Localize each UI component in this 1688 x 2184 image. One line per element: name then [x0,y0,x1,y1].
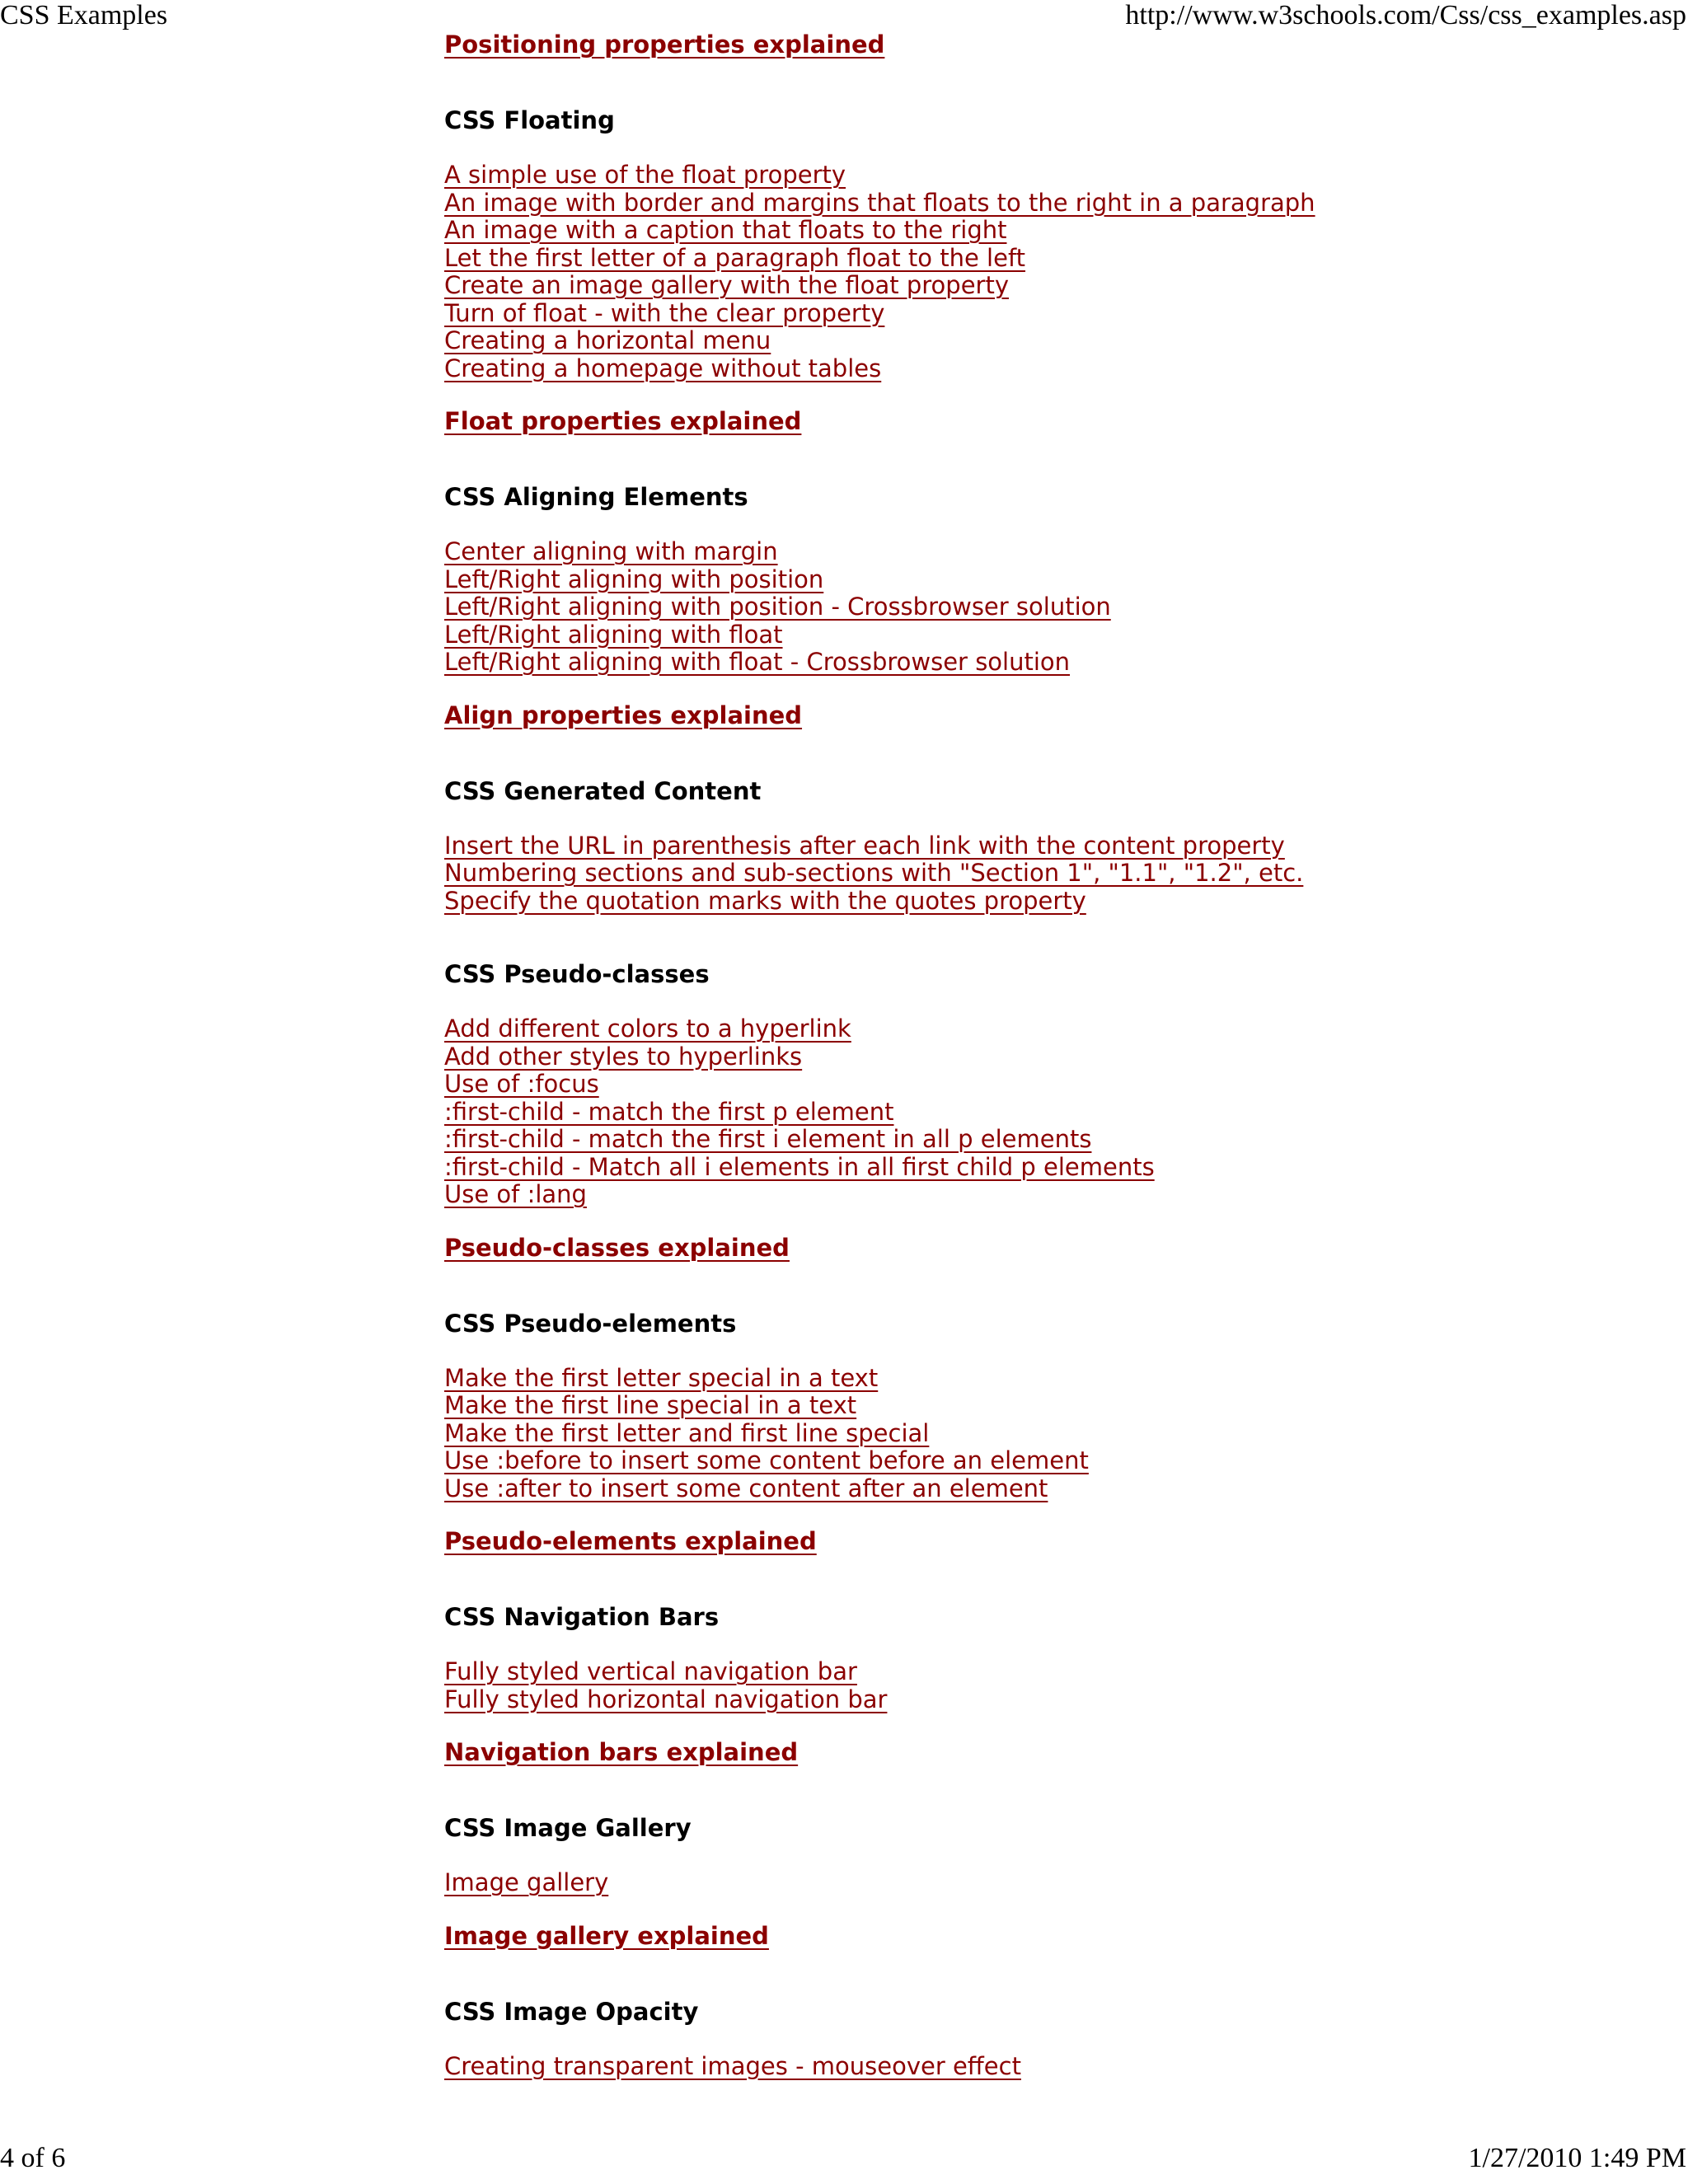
example-link[interactable]: :first-child - match the first p element [444,1097,894,1126]
example-link[interactable]: An image with a caption that floats to the right [444,216,1007,244]
example-link[interactable]: Numbering sections and sub-sections with "Section 1", "1.1", "1.2", etc. [444,859,1304,887]
section-heading: CSS Aligning Elements [444,483,748,511]
example-link[interactable]: Add different colors to a hyperlink [444,1015,851,1043]
example-link[interactable]: Use :before to insert some content before an element [444,1446,1089,1474]
section-heading: CSS Image Opacity [444,1997,699,2026]
example-link[interactable]: Use of :lang [444,1180,587,1208]
section-heading: CSS Image Gallery [444,1814,692,1842]
section-heading: CSS Generated Content [444,776,762,805]
example-link[interactable]: Left/Right aligning with position - Crossbrowser solution [444,593,1111,621]
example-link[interactable]: Center aligning with margin [444,537,778,565]
section-heading: CSS Pseudo-elements [444,1309,737,1338]
section [444,1601,1681,1769]
example-link[interactable]: A simple use of the float property [444,161,846,189]
content-inner [444,28,1681,2080]
example-link[interactable]: Left/Right aligning with float [444,620,783,649]
example-link[interactable]: Image gallery [444,1868,609,1896]
section [444,958,1681,1264]
example-link[interactable]: Fully styled horizontal navigation bar [444,1685,888,1713]
example-link[interactable]: Make the first letter special in a text [444,1363,879,1392]
example-link[interactable]: Make the first line special in a text [444,1391,857,1419]
example-link[interactable]: Creating transparent images - mouseover effect [444,2051,1021,2080]
example-link[interactable]: Add other styles to hyperlinks [444,1042,803,1071]
section [444,775,1681,916]
example-link[interactable]: Use of :focus [444,1070,599,1098]
explained-link[interactable]: Image gallery explained [444,1921,769,1950]
example-link[interactable]: Make the first letter and first line special [444,1418,930,1447]
section [444,104,1681,438]
page-number: 4 of 6 [0,2143,66,2173]
section [444,1811,1681,1952]
section-heading: CSS Pseudo-classes [444,960,710,988]
main-content [444,30,1681,2081]
example-link[interactable]: Let the first letter of a paragraph float to the left [444,243,1026,272]
section [444,1995,1681,2081]
example-link[interactable]: An image with border and margins that floats to the right in a paragraph [444,188,1315,217]
explained-link[interactable]: Pseudo-elements explained [444,1527,817,1555]
page-title: CSS Examples [0,0,168,30]
example-link[interactable]: Create an image gallery with the float property [444,271,1009,299]
explained-link[interactable]: Align properties explained [444,701,803,729]
print-footer [0,2143,1688,2179]
positioning-explained-link[interactable]: Positioning properties explained [444,30,885,59]
example-link[interactable]: Left/Right aligning with float - Crossbrowser solution [444,648,1071,676]
print-datetime: 1/27/2010 1:49 PM [1468,2143,1686,2173]
example-link[interactable]: Specify the quotation marks with the quotes property [444,886,1086,915]
example-link[interactable]: Left/Right aligning with position [444,565,824,593]
example-link[interactable]: Fully styled vertical navigation bar [444,1657,857,1685]
example-link[interactable]: :first-child - match the first i element in all p elements [444,1125,1092,1153]
sections-list [444,104,1681,2080]
example-link[interactable]: Use :after to insert some content after an element [444,1474,1048,1502]
example-link[interactable]: Creating a homepage without tables [444,354,882,382]
section [444,480,1681,732]
section-heading: CSS Floating [444,106,615,134]
explained-link[interactable]: Pseudo-classes explained [444,1233,790,1262]
page-url: http://www.w3schools.com/Css/css_examples.asp [1125,0,1686,30]
section-heading: CSS Navigation Bars [444,1603,720,1631]
example-link[interactable]: Creating a horizontal menu [444,326,771,354]
example-link[interactable]: :first-child - Match all i elements in all first child p elements [444,1152,1155,1181]
explained-link[interactable]: Float properties explained [444,407,802,435]
example-link[interactable]: Turn of float - with the clear property [444,298,885,327]
explained-link[interactable]: Navigation bars explained [444,1738,799,1766]
example-link[interactable]: Insert the URL in parenthesis after each link with the content property [444,831,1285,860]
section [444,1307,1681,1558]
